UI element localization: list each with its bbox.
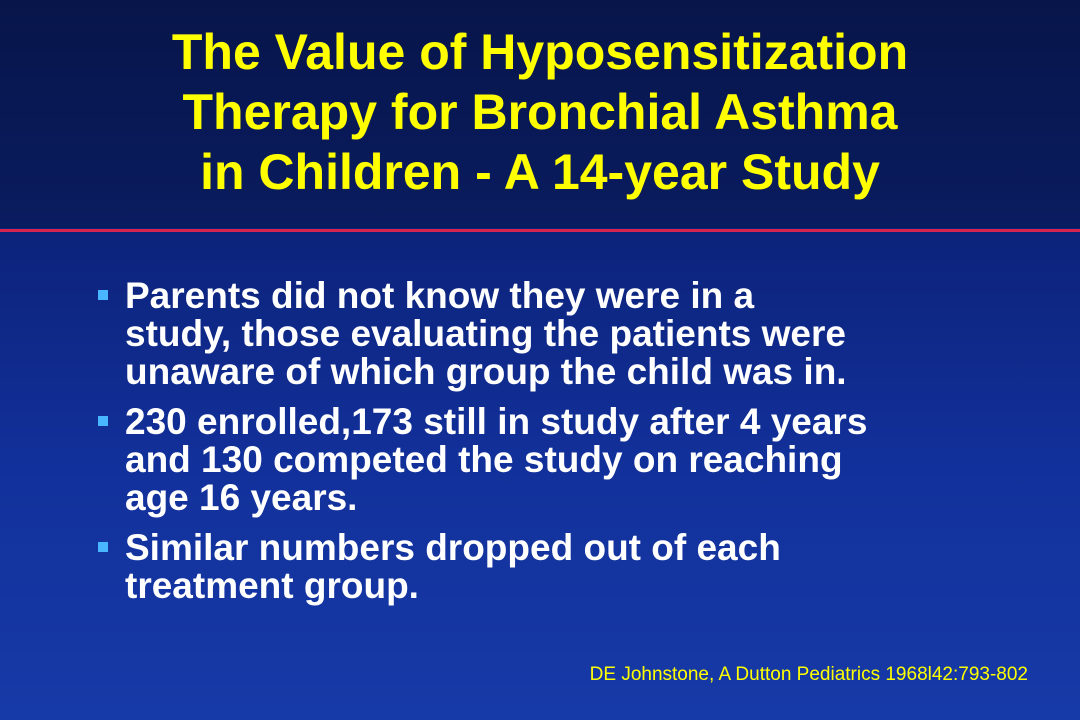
square-bullet-icon <box>98 542 108 552</box>
bullet-text-line: Similar numbers dropped out of each <box>125 527 781 568</box>
bullet-list <box>96 277 1006 617</box>
bullet-text-line: 230 enrolled,173 still in study after 4 years <box>125 401 868 442</box>
title-line: Therapy for Bronchial Asthma <box>182 84 898 140</box>
citation: DE Johnstone, A Dutton Pediatrics 1968l42:793-802 <box>589 664 1028 685</box>
bullet-text-line: treatment group. <box>125 565 419 606</box>
bullet-text-line: and 130 competed the study on reaching <box>125 439 843 480</box>
bullet-item <box>96 403 1006 517</box>
title-line: in Children - A 14-year Study <box>200 144 880 200</box>
title-line: The Value of Hyposensitization <box>171 24 909 80</box>
square-bullet-icon <box>98 290 108 300</box>
bullet-text-line: study, those evaluating the patients were <box>125 313 846 354</box>
bullet-text-line: Parents did not know they were in a <box>125 275 755 316</box>
bullet-item <box>96 529 1006 605</box>
bullet-text-line: age 16 years. <box>125 477 358 518</box>
slide-title <box>40 22 1040 202</box>
bullet-item <box>96 277 1006 391</box>
bullet-text-line: unaware of which group the child was in. <box>125 351 847 392</box>
square-bullet-icon <box>98 416 108 426</box>
title-divider <box>0 229 1080 232</box>
